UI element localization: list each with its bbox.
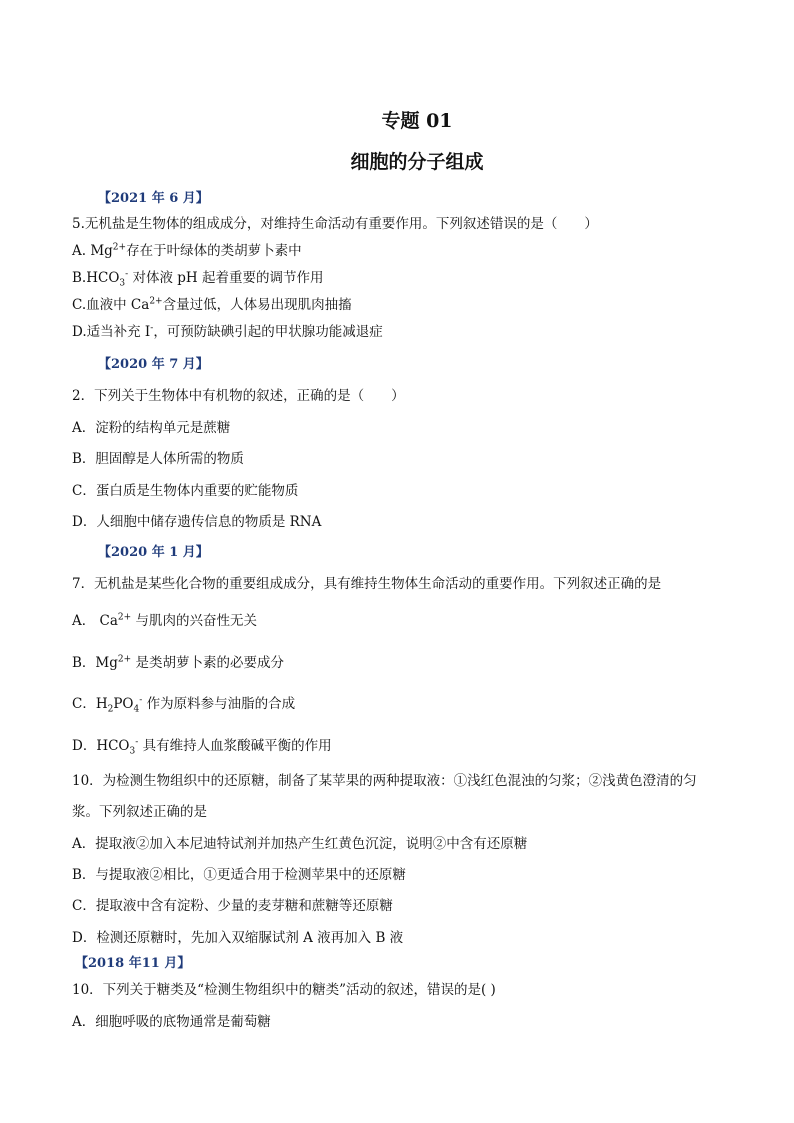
option-d: [72, 734, 332, 757]
option-text: ，可预防缺碘引起的甲状腺功能减退症: [153, 324, 383, 340]
option-a: A．提取液②加入本尼迪特试剂并加热产生红黄色沉淀，说明②中含有还原糖: [72, 836, 528, 852]
option-b: B．胆固醇是人体所需的物质: [72, 451, 244, 467]
option-text: C.血液中 Ca: [72, 297, 150, 313]
option-text: PO: [113, 696, 134, 712]
page-subtitle: 细胞的分子组成: [350, 151, 484, 173]
subscript: 4: [133, 704, 140, 715]
option-text: 含量过低，人体易出现肌肉抽搐: [162, 297, 352, 313]
option-b: [72, 266, 323, 289]
option-c: C．蛋白质是生物体内重要的贮能物质: [72, 483, 299, 499]
option-a: [72, 239, 302, 259]
question-5: 5.无机盐是生物体的组成成分，对维持生命活动有重要作用。下列叙述错误的是（ ）: [72, 216, 598, 232]
superscript: 2+: [112, 242, 127, 253]
option-d: D．检测还原糖时，先加入双缩脲试剂 A 液再加入 B 液: [72, 930, 404, 946]
option-b: [72, 651, 284, 671]
option-text: B.HCO: [72, 270, 120, 286]
subscript: 2: [107, 704, 114, 715]
option-a: A．细胞呼吸的底物通常是葡萄糖: [72, 1014, 271, 1030]
superscript: 2+: [117, 654, 132, 665]
option-text: 与肌肉的兴奋性无关: [131, 613, 257, 629]
superscript: -: [150, 323, 154, 334]
subscript: 3: [129, 746, 136, 757]
option-text: 存在于叶绿体的类胡萝卜素中: [126, 243, 302, 259]
section-header-2020-07: 【2020 年 7 月】: [98, 357, 209, 372]
question-2: 2．下列关于生物体中有机物的叙述，正确的是（ ）: [72, 388, 405, 404]
option-text: 作为原料参与油脂的合成: [142, 696, 296, 712]
option-a: A．淀粉的结构单元是蔗糖: [72, 420, 231, 436]
superscript: -: [135, 737, 139, 748]
superscript: -: [139, 695, 143, 706]
option-text: 是类胡萝卜素的必要成分: [131, 655, 284, 671]
question-10-line-2: 浆。下列叙述正确的是: [72, 804, 207, 820]
option-c: [72, 692, 295, 715]
option-a: [72, 609, 257, 629]
option-text: D.适当补充 I: [72, 324, 151, 340]
option-text: D．HCO: [72, 738, 130, 754]
option-text: A. Mg: [72, 243, 113, 259]
page-title: 专题 01: [381, 110, 453, 132]
option-d: [72, 320, 383, 340]
question-10-line-1: 10．为检测生物组织中的还原糖，制备了某苹果的两种提取液：①浅红色混浊的匀浆；②浅黄色澄清的匀: [72, 773, 697, 789]
section-header-2021-06: 【2021 年 6 月】: [98, 191, 209, 206]
superscript: 2+: [117, 612, 132, 623]
superscript: 2+: [149, 296, 163, 307]
option-c: [72, 293, 352, 313]
option-b: B．与提取液②相比，①更适合用于检测苹果中的还原糖: [72, 867, 406, 883]
section-header-2018-11: 【2018 年11 月】: [75, 956, 191, 971]
superscript: -: [125, 269, 129, 280]
option-text: 具有维持人血浆酸碱平衡的作用: [138, 738, 332, 754]
option-text: C．H: [72, 696, 108, 712]
option-text: A． Ca: [72, 613, 118, 629]
question-10-2018: 10．下列关于糖类及“检测生物组织中的糖类”活动的叙述，错误的是( ): [72, 982, 496, 998]
option-d: D．人细胞中储存遗传信息的物质是 RNA: [72, 514, 322, 530]
subscript: 3: [119, 278, 126, 289]
option-text: B．Mg: [72, 655, 118, 671]
section-header-2020-01: 【2020 年 1 月】: [98, 545, 209, 560]
question-7: 7．无机盐是某些化合物的重要组成成分，具有维持生物体生命活动的重要作用。下列叙述正确的是: [72, 576, 662, 592]
option-c: C．提取液中含有淀粉、少量的麦芽糖和蔗糖等还原糖: [72, 898, 393, 914]
option-text: 对体液 pH 起着重要的调节作用: [128, 270, 324, 286]
